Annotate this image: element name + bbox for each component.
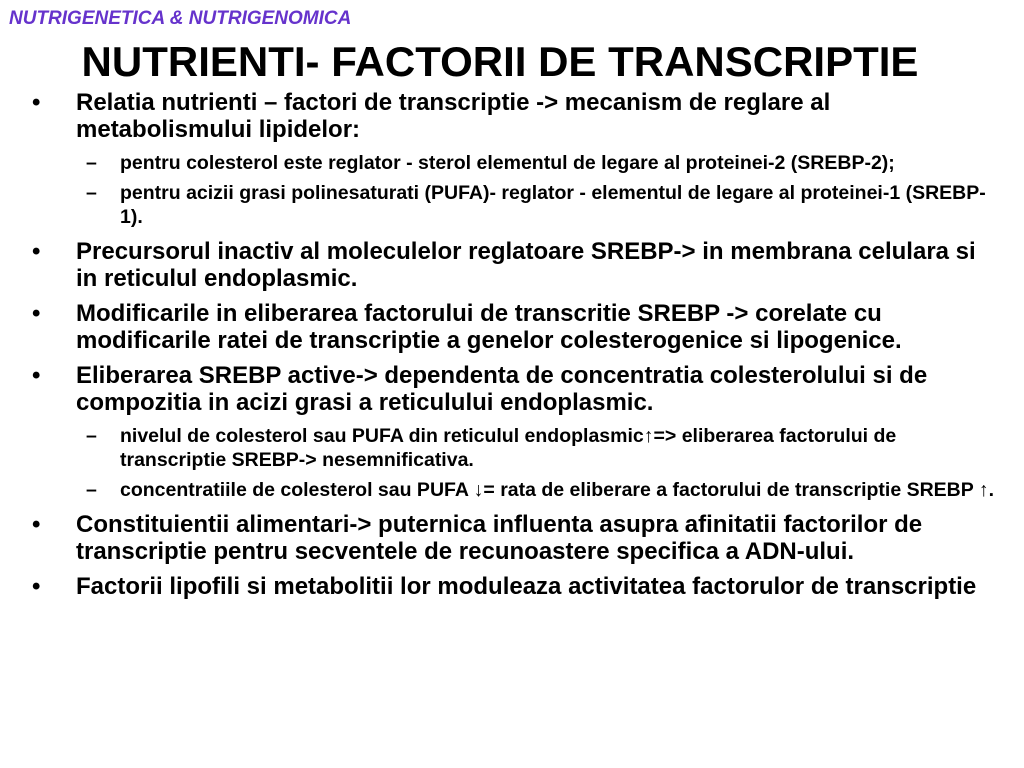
bullet-marker: • [32, 238, 41, 265]
up-arrow-icon: ↑ [978, 479, 989, 501]
header-label: NUTRIGENETICA & NUTRIGENOMICA [9, 8, 352, 29]
bullet-text: Eliberarea SREBP active-> dependenta de concentratia colesterolului si de compozitia in acizi grasi a reticulului endoplasmic. [76, 362, 928, 416]
bullet-text: Constituientii alimentari-> puternica influenta asupra afinitatii factorilor de transcriptie pentru secventele de recunoastere specifica a ADN-ului. [76, 511, 923, 565]
bullet-item [28, 511, 1000, 565]
page-title: NUTRIENTI- FACTORII DE TRANSCRIPTIE [81, 38, 919, 85]
sub-text-part: . [988, 479, 995, 501]
sub-text-part: concentratiile de colesterol sau PUFA [120, 479, 474, 501]
sub-bullet-item [84, 424, 1000, 472]
down-arrow-icon: ↓ [473, 479, 484, 501]
bullet-marker: • [32, 362, 41, 389]
sub-text-part: => eliberarea factorului de transcriptie SREBP-> nesemnificativa. [120, 425, 897, 471]
bullet-marker: • [32, 300, 41, 327]
bullet-marker: • [32, 511, 41, 538]
bullet-text: Factorii lipofili si metabolitii lor moduleaza activitatea factorulor de transcriptie [76, 573, 977, 600]
bullet-text: Relatia nutrienti – factori de transcriptie -> mecanism de reglare al metabolismului lipidelor: [76, 89, 831, 143]
sub-bullet-item [84, 478, 1000, 502]
sub-text-part: = rata de eliberare a factorului de transcriptie SREBP [483, 479, 979, 501]
dash-marker: – [86, 479, 97, 501]
dash-marker: – [86, 182, 97, 204]
dash-marker: – [86, 425, 97, 447]
sub-bullet-item [84, 151, 1000, 175]
sub-bullet-item [84, 181, 1000, 229]
bullet-item [28, 362, 1000, 416]
bullet-item [28, 573, 1000, 600]
bullet-text: Modificarile in eliberarea factorului de transcritie SREBP -> corelate cu modificarile ratei de transcriptie a genelor colesterogenice si lipogenice. [76, 300, 902, 354]
sub-bullet-text: pentru acizii grasi polinesaturati (PUFA)- reglator - elementul de legare al proteinei-1 (SREBP-1). [120, 182, 986, 228]
bullet-marker: • [32, 573, 41, 600]
sub-bullet-text [120, 424, 1000, 472]
sub-bullet-text [120, 478, 1000, 502]
sub-text-part: nivelul de colesterol sau PUFA din reticulul endoplasmic [120, 425, 644, 447]
bullet-item [28, 89, 1000, 143]
up-arrow-icon: ↑ [643, 425, 654, 447]
bullet-item [28, 300, 1000, 354]
bullet-list [28, 89, 1000, 608]
sub-bullet-text: pentru colesterol este reglator - sterol elementul de legare al proteinei-2 (SREBP-2); [120, 152, 895, 174]
dash-marker: – [86, 152, 97, 174]
bullet-text: Precursorul inactiv al moleculelor reglatoare SREBP-> in membrana celulara si in reticulul endoplasmic. [76, 238, 976, 292]
bullet-marker: • [32, 89, 41, 116]
bullet-item [28, 238, 1000, 292]
